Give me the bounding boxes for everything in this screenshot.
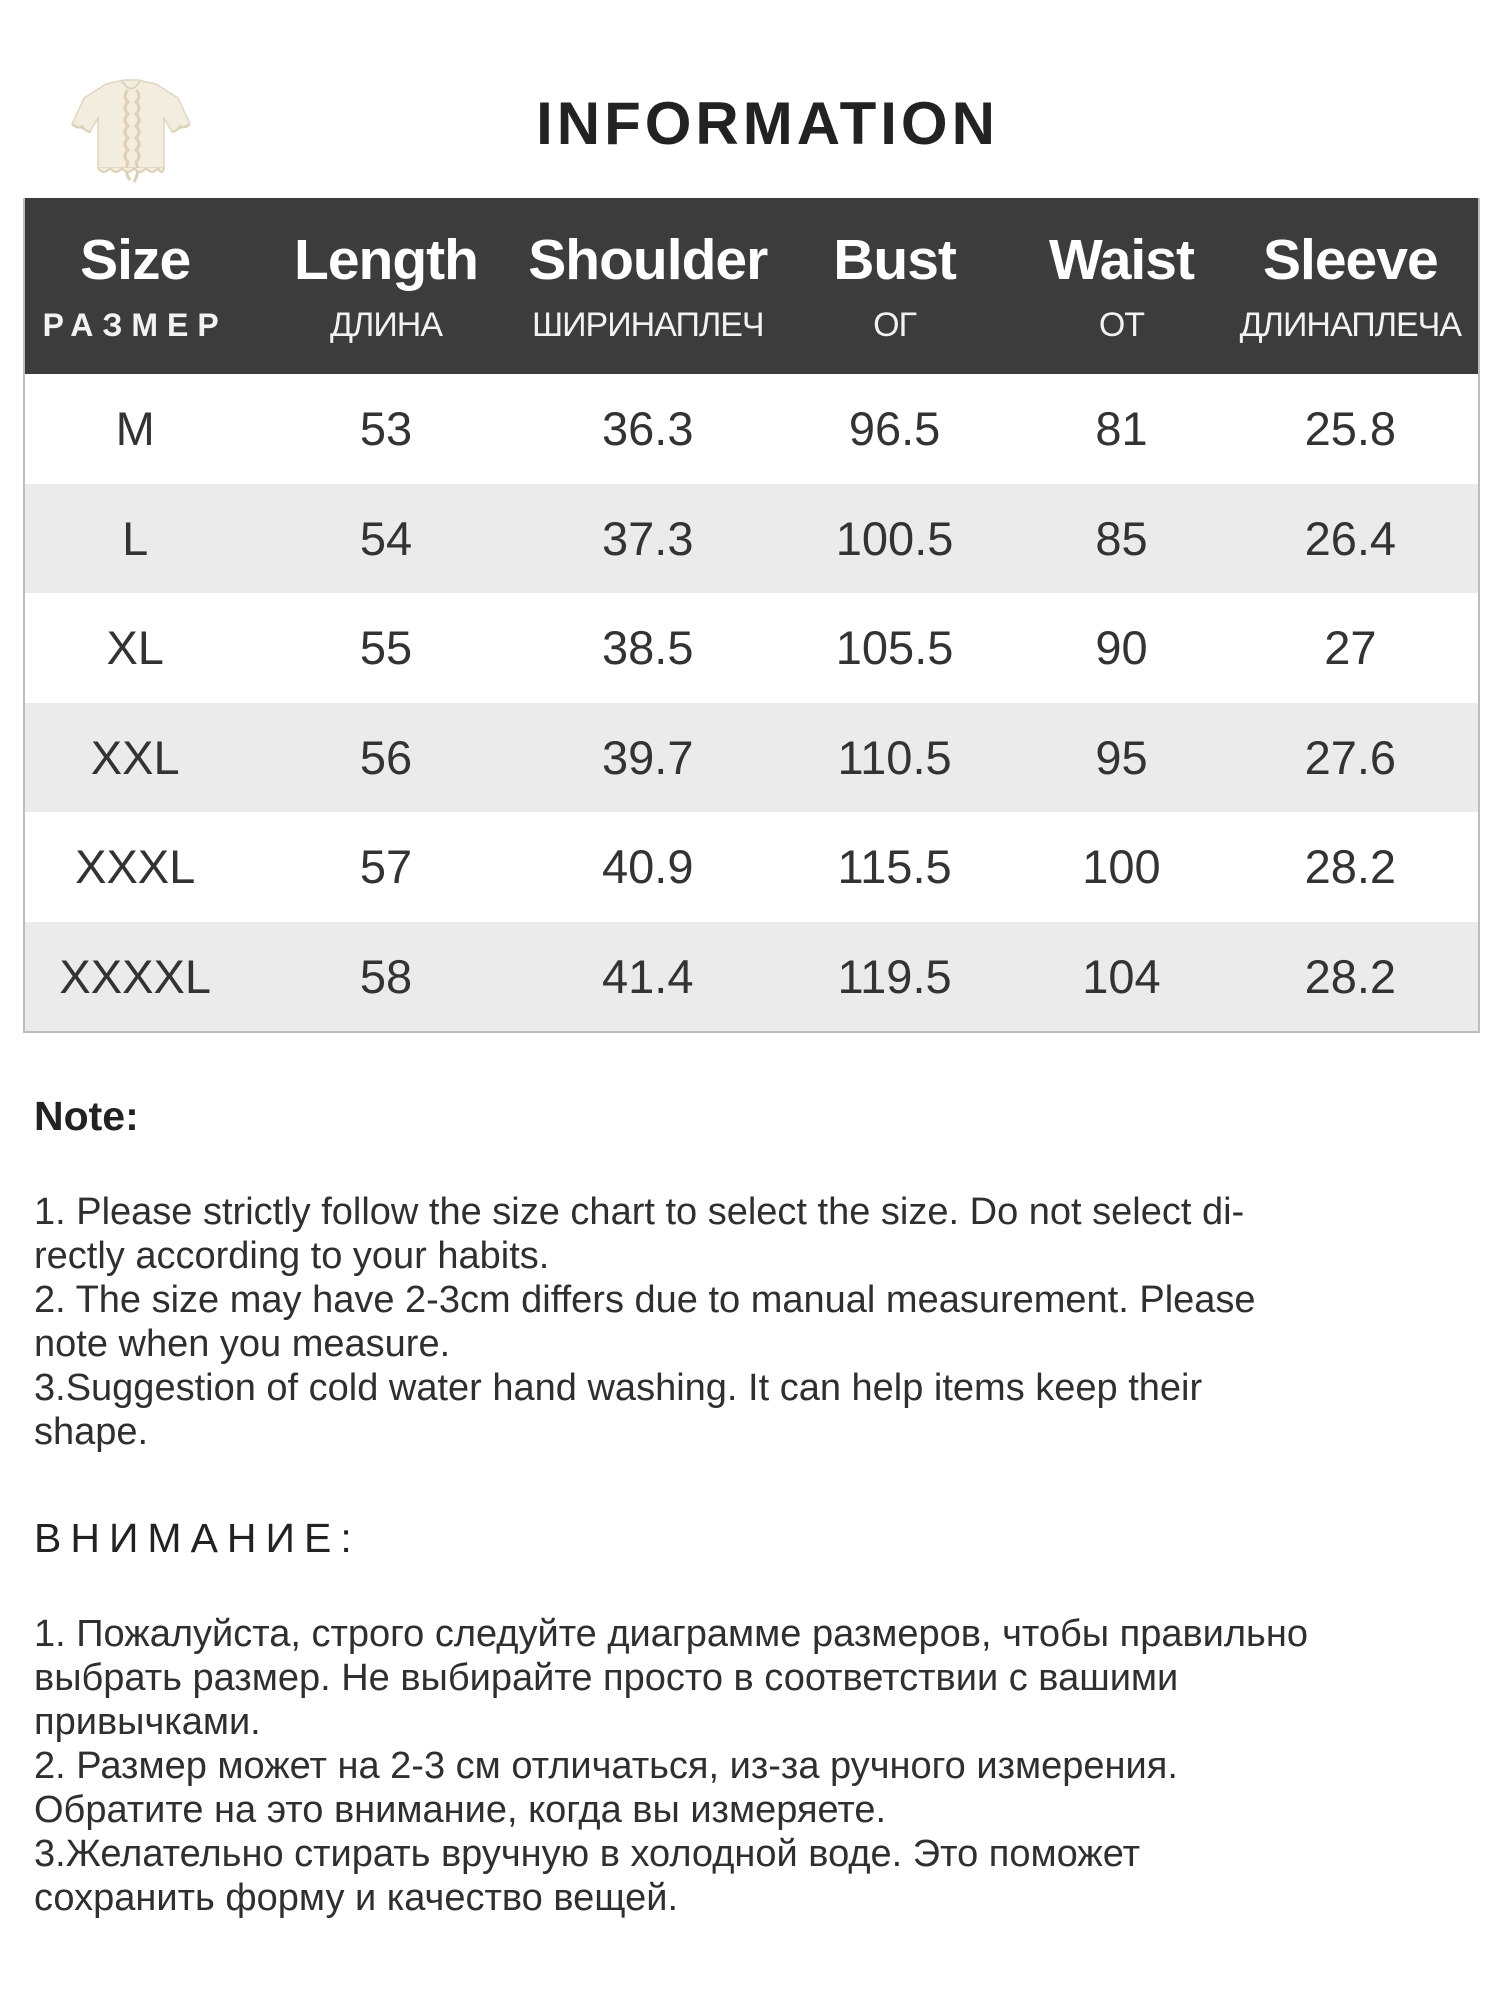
note-line: 2. The size may have 2-3cm differs due to manual measurement. Please: [34, 1279, 1256, 1321]
table-row: [25, 812, 1478, 922]
cell-waist: 104: [1082, 949, 1161, 1003]
note-line: привычками.: [34, 1701, 261, 1743]
header-shoulder-en: Shoulder: [528, 228, 768, 292]
cell-size: XXL: [90, 730, 180, 784]
cell-waist: 81: [1095, 402, 1148, 456]
cell-size: XXXXL: [59, 949, 211, 1003]
note-body-ru: [34, 1612, 1474, 1920]
note-line: 1. Please strictly follow the size chart to select the size. Do not select di-: [34, 1191, 1245, 1233]
note-line: 3.Suggestion of cold water hand washing. It can help items keep their: [34, 1367, 1203, 1409]
cell-sleeve: 27: [1324, 621, 1377, 675]
size-chart-table: [23, 198, 1480, 1033]
cell-waist: 85: [1095, 511, 1148, 565]
header-shoulder: [527, 198, 769, 374]
cell-shoulder: 37.3: [602, 511, 694, 565]
cell-bust: 110.5: [837, 730, 952, 784]
note-line: выбрать размер. Не выбирайте просто в соответствии с вашими: [34, 1657, 1179, 1699]
cell-waist: 95: [1095, 730, 1148, 784]
header-shoulder-ru: ШИРИНАПЛЕЧ: [531, 306, 764, 344]
cell-shoulder: 39.7: [602, 730, 694, 784]
table-row: [25, 593, 1478, 703]
table-header-row: [25, 198, 1478, 374]
note-line: 2. Размер может на 2-3 см отличаться, из-за ручного измерения.: [34, 1745, 1178, 1787]
cell-waist: 100: [1082, 840, 1161, 894]
header-size-en: Size: [80, 228, 191, 292]
header-sleeve: [1223, 198, 1478, 374]
header-bust: [769, 198, 1020, 374]
note-line: Обратите на это внимание, когда вы измеряете.: [34, 1789, 887, 1831]
note-line: сохранить форму и качество вещей.: [34, 1877, 678, 1919]
header-size-ru: РАЗМЕР: [42, 307, 228, 343]
header-length: [245, 198, 526, 374]
cell-size: M: [115, 402, 155, 456]
cell-sleeve: 28.2: [1304, 949, 1397, 1003]
page-title: INFORMATION: [536, 90, 999, 157]
table-row: [25, 484, 1478, 594]
cell-length: 55: [359, 621, 413, 675]
table-row: [25, 703, 1478, 813]
cell-bust: 105.5: [835, 621, 954, 675]
note-line: 3.Желательно стирать вручную в холодной воде. Это поможет: [34, 1833, 1141, 1875]
cell-size: XXXL: [75, 840, 196, 894]
note-line: shape.: [34, 1411, 149, 1453]
header-bust-en: Bust: [833, 228, 956, 292]
cell-size: L: [122, 511, 149, 565]
header-waist-ru: ОТ: [1098, 306, 1145, 344]
cell-sleeve: 25.8: [1304, 402, 1397, 456]
cell-length: 58: [359, 949, 413, 1003]
cell-bust: 96.5: [848, 402, 941, 456]
cell-size: XL: [106, 621, 164, 675]
cell-length: 54: [359, 511, 413, 565]
header-bust-ru: ОГ: [873, 306, 917, 344]
cell-sleeve: 27.6: [1304, 730, 1397, 784]
cell-sleeve: 26.4: [1304, 511, 1397, 565]
header-waist: [1020, 198, 1222, 374]
cell-sleeve: 28.2: [1304, 840, 1397, 894]
cell-waist: 90: [1095, 621, 1148, 675]
cell-length: 57: [359, 840, 413, 894]
table-row: [25, 922, 1478, 1032]
table-row: [25, 374, 1478, 484]
header-sleeve-en: Sleeve: [1263, 228, 1438, 292]
note-body-en: [34, 1190, 1474, 1454]
header-waist-en: Waist: [1049, 228, 1194, 292]
header-size: [25, 198, 245, 374]
attention-heading: ВНИМАНИЕ:: [34, 1515, 361, 1561]
cell-bust: 115.5: [837, 840, 952, 894]
note-line: 1. Пожалуйста, строго следуйте диаграмме размеров, чтобы правильно: [34, 1613, 1308, 1655]
note-heading: Note:: [34, 1093, 139, 1139]
cell-length: 53: [359, 402, 413, 456]
header-length-en: Length: [294, 228, 478, 292]
cell-bust: 100.5: [835, 511, 954, 565]
note-line: rectly according to your habits.: [34, 1235, 550, 1277]
cell-shoulder: 41.4: [602, 949, 694, 1003]
cell-shoulder: 36.3: [602, 402, 694, 456]
cell-length: 56: [359, 730, 413, 784]
header-length-ru: ДЛИНА: [329, 306, 442, 344]
note-line: note when you measure.: [34, 1323, 451, 1365]
cell-bust: 119.5: [837, 949, 952, 1003]
cell-shoulder: 40.9: [602, 840, 694, 894]
cell-shoulder: 38.5: [602, 621, 694, 675]
header-sleeve-ru: ДЛИНАПЛЕЧА: [1239, 306, 1462, 344]
